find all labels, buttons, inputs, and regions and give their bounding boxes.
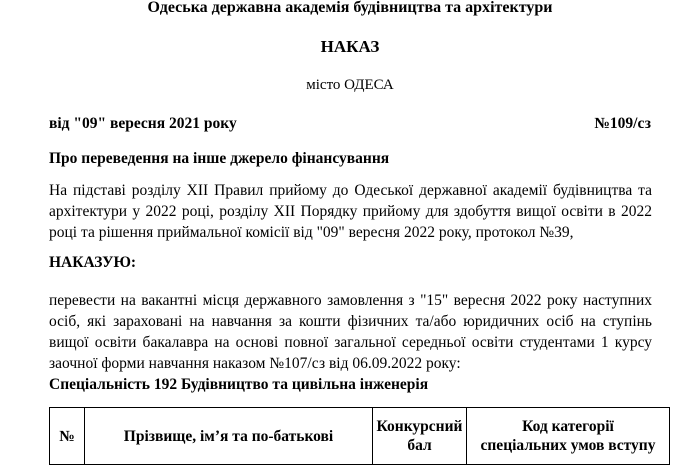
basis-paragraph [49, 180, 652, 243]
document-title: НАКАЗ [320, 37, 380, 56]
header-code-line1: Код категорії [522, 418, 614, 435]
order-line: заочної форми навчання наказом №107/сз від 06.09.2022 року: [49, 355, 461, 372]
order-line: вищої освіти бакалавра на основі повної загальної середньої освіти студентами 1 курсу [49, 334, 652, 351]
institution-name: Одеська державна академія будівництва та архітектури [147, 0, 553, 16]
order-subject: Про переведення на інше джерело фінансування [49, 150, 390, 167]
basis-line: році та рішення приймальної комісії від "09" вересня 2022 року, протокол №39, [49, 224, 574, 241]
header-code-line2: спеціальних умов вступу [480, 437, 656, 454]
specialty-heading: Спеціальність 192 Будівництво та цивільна інженерія [49, 376, 429, 393]
order-date: від "09" вересня 2021 року [49, 115, 237, 132]
order-line: осіб, які зараховані на навчання за кошти фізичних та/або юридичних осіб на ступінь [49, 313, 652, 330]
order-number: №109/сз [594, 115, 651, 132]
header-score-line1: Конкурсний [376, 418, 463, 435]
header-category-code [467, 408, 670, 465]
header-score [373, 408, 467, 465]
table-header-row [50, 408, 670, 465]
city-line: місто ОДЕСА [306, 77, 394, 93]
order-directive: НАКАЗУЮ: [49, 254, 137, 271]
order-line: перевести на вакантні місця державного замовлення з "15" вересня 2022 року наступних [49, 292, 652, 309]
header-full-name: Прізвище, ім’я та по-батькові [85, 408, 373, 465]
students-table [49, 407, 670, 465]
header-number: № [50, 408, 85, 465]
order-paragraph [49, 290, 652, 374]
basis-line: На підставі розділу XII Правил прийому до Одеської державної академії будівництва та [49, 182, 652, 199]
basis-line: архітектури у 2022 році, розділу XII Порядку прийому для здобуття вищої освіти в 2022 [49, 203, 652, 220]
header-score-line2: бал [407, 437, 432, 454]
